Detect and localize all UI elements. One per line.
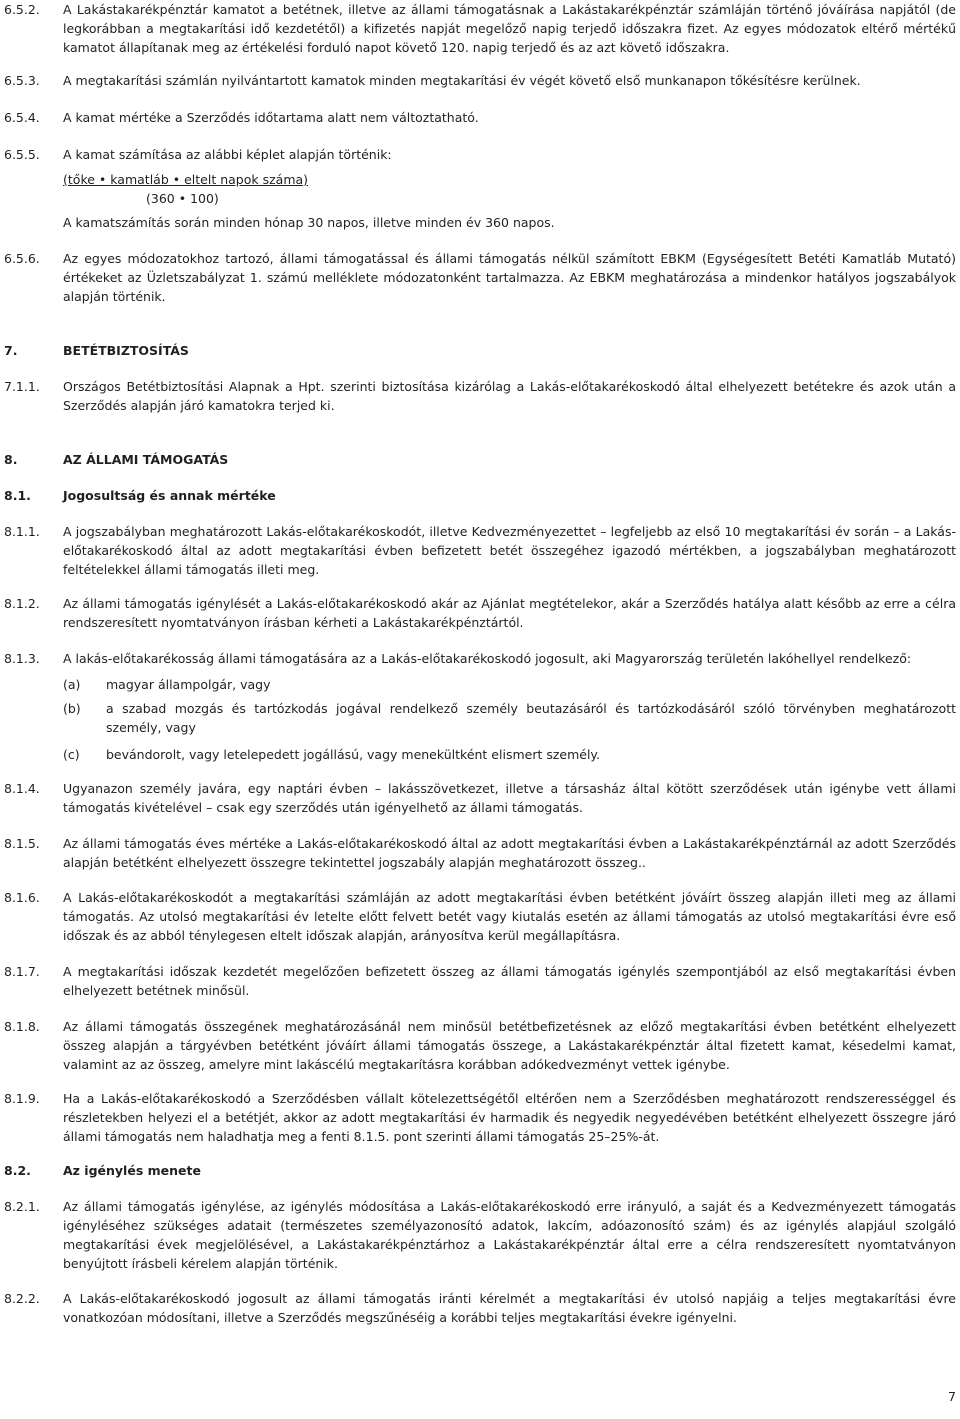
section-number: 8.1.4. [4,781,40,796]
section-number: 8.1.1. [4,524,40,539]
section-number: 8.2.2. [4,1291,40,1306]
formula-numerator [63,170,308,189]
subsection-heading: Az igénylés menete [63,1163,201,1178]
section-number: 8.2. [4,1163,31,1178]
section-number: 8.1.9. [4,1091,40,1106]
paragraph-text: Az állami támogatás összegének meghatározásánál nem minősül betétbefizetésnek az előző megtakarítási évben betétként elhelyezett összeg alapján a tárgyévben betétként jóváírt állami támogatás összege, a Lakástakarékpénztár által fizetett kamat, késedelmi kamat, valamint az az összeg, amelyre mint lakáscélú megtakarításra korábban adókedvezményt vettek igénybe. [63,1019,956,1072]
formula-term-capital: tőke [67,172,95,187]
section-number: 8. [4,452,18,467]
section-number: 6.5.2. [4,2,40,17]
paragraph-text: A Lakástakarékpénztár kamatot a betétnek, illetve az állami támogatásnak a Lakástakarékpénztár számláján történő jóváírása napjától (de legkorábban a megtakarítási idő kezdetétől) a kifizetés napját megelőző napig terjedő időszakra fizet. Az egyes módozatok eltérő mértékű kamatot állapítanak meg az értékelési forduló napot követő 120. napig terjedő és az azt követő időszakra. [63,2,956,55]
formula-term-days: eltelt napok száma [184,172,304,187]
paragraph-text: A kamat számítása az alábbi képlet alapján történik: [63,147,392,162]
section-heading: BETÉTBIZTOSÍTÁS [63,343,189,358]
formula-close: ) [303,172,309,187]
section-heading: AZ ÁLLAMI TÁMOGATÁS [63,452,229,467]
paragraph-text: A Lakás-előtakarékoskodót a megtakarítási számláján az adott megtakarítási évben betétként jóváírt összeg alapján illeti meg az állami támogatás. Az utolsó megtakarítási év letelte előtt felvett betét vagy kiutalás esetén az állami támogatás az utolsó megtakarítási évre eső időszak és az abból ténylegesen eltelt időszak alapján, arányosítva kerül megállapításra. [63,890,956,943]
list-item-label: (b) [63,701,81,716]
section-number: 7.1.1. [4,379,40,394]
formula-bullet: • [172,172,181,187]
section-number: 6.5.5. [4,147,40,162]
list-item-label: (a) [63,677,81,692]
section-number: 8.1.5. [4,836,40,851]
section-number: 8.1.6. [4,890,40,905]
subsection-heading: Jogosultság és annak mértéke [63,488,276,503]
formula-open: ( [63,172,68,187]
section-number: 6.5.4. [4,110,40,125]
paragraph-text: Az állami támogatás igénylése, az igénylés módosítása a Lakás-előtakarékoskodó erre irányuló, a saját és a Kedvezményezett támogatás igényléséhez szükséges adatait (természetes személyazonosító adatok, lakcím, adóazonosító szám) és az igénylés alapjául szolgáló megtakarítási évek megjelölésével, a Lakástakarékpénztárhoz a Lakástakarékpénztár által erre a célra rendszeresített nyomtatványon benyújtott írásbeli kérelem alapján történik. [63,1199,956,1271]
section-number: 8.2.1. [4,1199,40,1214]
list-item-text: bevándorolt, vagy letelepedett jogállású, vagy menekültként elismert személy. [106,747,601,762]
paragraph-text: A lakás-előtakarékosság állami támogatására az a Lakás-előtakarékoskodó jogosult, aki Magyarország területén lakóhellyel rendelkező: [63,651,912,666]
section-number: 7. [4,343,18,358]
paragraph-text: A kamatszámítás során minden hónap 30 napos, illetve minden év 360 napos. [63,215,555,230]
section-number: 6.5.6. [4,251,40,266]
section-number: 8.1.3. [4,651,40,666]
section-number: 6.5.3. [4,73,40,88]
section-number: 8.1.2. [4,596,40,611]
paragraph-text: A Lakás-előtakarékoskodó jogosult az állami támogatás iránti kérelmét a megtakarítási év utolsó napjáig a teljes megtakarítási évre vonatkozóan módosítani, illetve a Szerződés megszűnéséig a korábbi teljes megtakarítási évekre igényelni. [63,1291,956,1325]
paragraph-text: A kamat mértéke a Szerződés időtartama alatt nem változtatható. [63,110,479,125]
paragraph-text: Az állami támogatás igénylését a Lakás-előtakarékoskodó akár az Ajánlat megtételekor, akár a Szerződés hatálya alatt később az erre a célra rendszeresített nyomtatványon írásban kérheti a Lakástakarékpénztártól. [63,596,956,630]
paragraph-text: A jogszabályban meghatározott Lakás-előtakarékoskodót, illetve Kedvezményezettet – legfeljebb az első 10 megtakarítási év során – a Lakás-előtakarékoskodó által az adott megtakarítási évben befizetett betét összegéhez igazodó mértékben, a jogszabályban meghatározott feltételekkel állami támogatás illeti meg. [63,524,956,577]
paragraph-text: Ha a Lakás-előtakarékoskodó a Szerződésben vállalt kötelezettségétől eltérően nem a Szerződésben meghatározott rendszerességgel és részletekben helyezi el a betétjét, akkor az adott megtakarítási év harmadik és negyedik negyedévében betétként elhelyezett összegre járó állami támogatás nem haladhatja meg a fenti 8.1.5. pont szerinti állami támogatás 25–25%-át. [63,1091,956,1144]
list-item-text: magyar állampolgár, vagy [106,677,271,692]
paragraph-text: A megtakarítási időszak kezdetét megelőzően befizetett összeg az állami támogatás igénylés szempontjából az első megtakarítási évben elhelyezett betétnek minősül. [63,964,956,998]
section-number: 8.1.7. [4,964,40,979]
page-number: 7 [948,1389,956,1404]
paragraph-text: Az egyes módozatokhoz tartozó, állami támogatással és állami támogatás nélkül számított EBKM (Egységesített Betéti Kamatláb Mutató) értékeket az Üzletszabályzat 1. számú melléklete módozatonként tartalmazza. Az EBKM meghatározása a mindenkor hatályos jogszabályok alapján történik. [63,251,956,304]
paragraph-text: A megtakarítási számlán nyilvántartott kamatok minden megtakarítási év végét követő első munkanapon tőkésítésre kerülnek. [63,73,861,88]
list-item-label: (c) [63,747,80,762]
list-item-text: a szabad mozgás és tartózkodás jogával rendelkező személy beutazásáról és tartózkodásáról szóló törvényben meghatározott személy, vagy [106,701,956,735]
formula-bullet: • [98,172,107,187]
paragraph-text: Ugyanazon személy javára, egy naptári évben – lakásszövetkezet, illetve a társasház által kötött szerződések után igénybe vett állami támogatás kivételével – csak egy szerződés után igényelhető az állami támogatás. [63,781,956,815]
formula-denominator: (360 • 100) [146,191,219,206]
section-number: 8.1. [4,488,31,503]
paragraph-text: Országos Betétbiztosítási Alapnak a Hpt. szerinti biztosítása kizárólag a Lakás-előtakarékoskodó által elhelyezett betétekre és azok után a Szerződés alapján járó kamatokra terjed ki. [63,379,956,413]
section-number: 8.1.8. [4,1019,40,1034]
paragraph-text: Az állami támogatás éves mértéke a Lakás-előtakarékoskodó által az adott megtakarítási évben a Lakástakarékpénztárnál az adott Szerződés alapján betétként elhelyezett összegre tekintettel jogszabály alapján meghatározott összeg.. [63,836,956,870]
formula-term-rate: kamatláb [110,172,169,187]
